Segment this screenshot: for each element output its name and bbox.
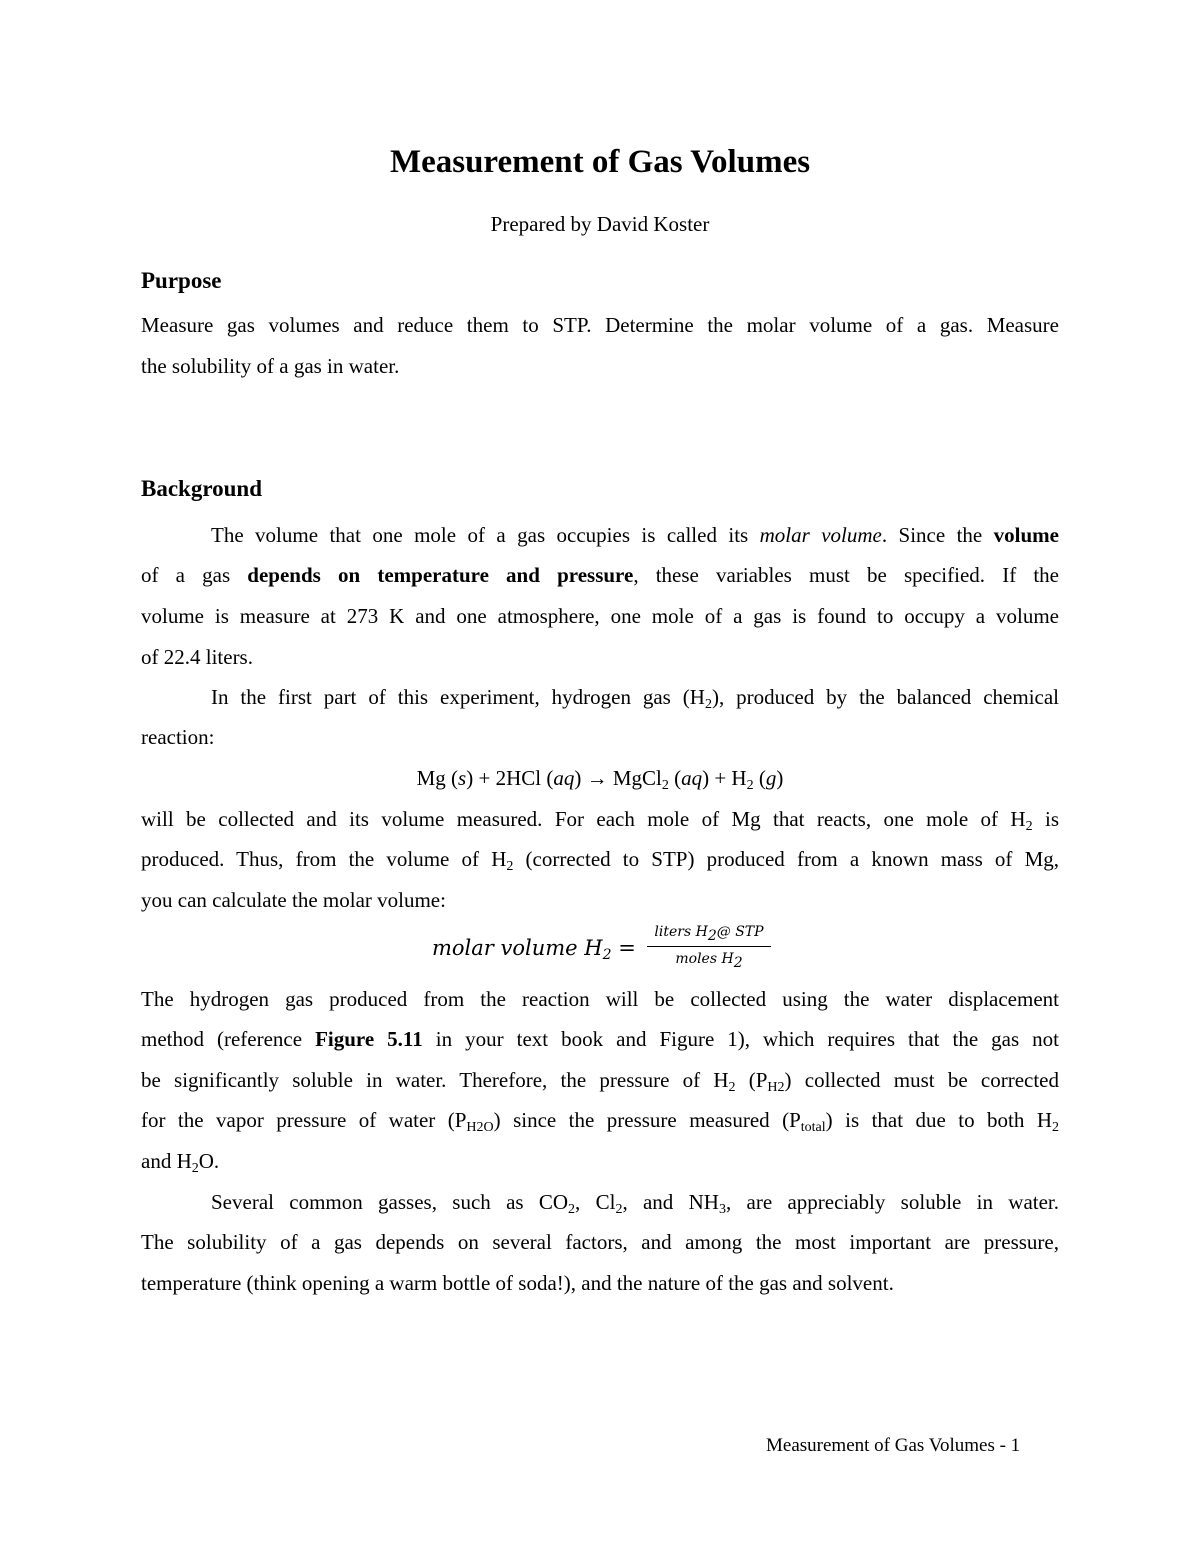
molar-volume-formula	[432, 922, 792, 974]
bg-p2-line-5: you can calculate the molar volume:	[141, 888, 446, 912]
bg-p1-line-3: volume is measure at 273 K and one atmosphere, one mole of a gas is found to occupy a volume	[141, 604, 1059, 628]
bg-p2-line-1: In the first part of this experiment, hydrogen gas $(H_2)$, produced by the balanced chemical	[211, 685, 1060, 712]
fraction-bar	[647, 946, 771, 947]
bg-p2-line-3: will be collected and its volume measured. For each mole of Mg that reacts, one mole of $H_2$ is	[141, 807, 1059, 834]
bg-p4-line-1: Several common gasses, such as $CO_2$, $Cl_2$, and $NH_3$, are appreciably soluble in water.	[211, 1190, 1060, 1217]
formula-lhs: molar volume $H_2$ =	[432, 936, 636, 963]
formula-denominator: moles $H_2$	[675, 951, 743, 971]
bg-p3-line-3: be significantly soluble in water. Therefore, the pressure of $H_2$ (PH2) collected must be corrected	[141, 1068, 1059, 1095]
bg-p3-line-5: and $H_2O$.	[141, 1149, 220, 1176]
chemical-equation: Mg (s) + 2HCl (aq) → MgCl$_2$ $(aq) + H_2$ (g)	[416, 766, 784, 793]
purpose-line-2: the solubility of a gas in water.	[141, 354, 400, 378]
bg-p1-line-1: The volume that one mole of a gas occupies is called its molar volume. Since the volume	[211, 523, 1059, 547]
author-byline: Prepared by David Koster	[490, 212, 710, 236]
bg-p3-line-1: The hydrogen gas produced from the reaction will be collected using the water displacement	[141, 987, 1059, 1011]
purpose-line-1: Measure gas volumes and reduce them to STP. Determine the molar volume of a gas. Measure	[141, 313, 1059, 337]
bg-p2-line-2: reaction:	[141, 725, 215, 749]
bg-p4-line-2: The solubility of a gas depends on several factors, and among the most important are pressure,	[141, 1230, 1059, 1254]
page-footer: Measurement of Gas Volumes - 1	[766, 1435, 1021, 1456]
page-title: Measurement of Gas Volumes	[389, 144, 811, 180]
bg-p3-line-4: for the vapor pressure of water (PH2O) since the pressure measured (Ptotal) is that due to both $H_2$	[141, 1108, 1059, 1135]
bg-p2-line-4: produced. Thus, from the volume of $H_2$ (corrected to STP) produced from a known mass of Mg,	[141, 847, 1059, 874]
purpose-heading: Purpose	[141, 268, 222, 293]
formula-numerator: liters $H_2@$ STP	[654, 924, 764, 944]
bg-p1-line-4: of 22.4 liters.	[141, 645, 253, 669]
bg-p3-line-2: method (reference Figure 5.11 in your text book and Figure 1), which requires that the gas not	[141, 1027, 1059, 1051]
bg-p1-line-2: of a gas depends on temperature and pressure, these variables must be specified. If the	[141, 563, 1059, 587]
background-heading: Background	[141, 476, 263, 501]
bg-p4-line-3: temperature (think opening a warm bottle of soda!), and the nature of the gas and solvent.	[141, 1271, 894, 1295]
